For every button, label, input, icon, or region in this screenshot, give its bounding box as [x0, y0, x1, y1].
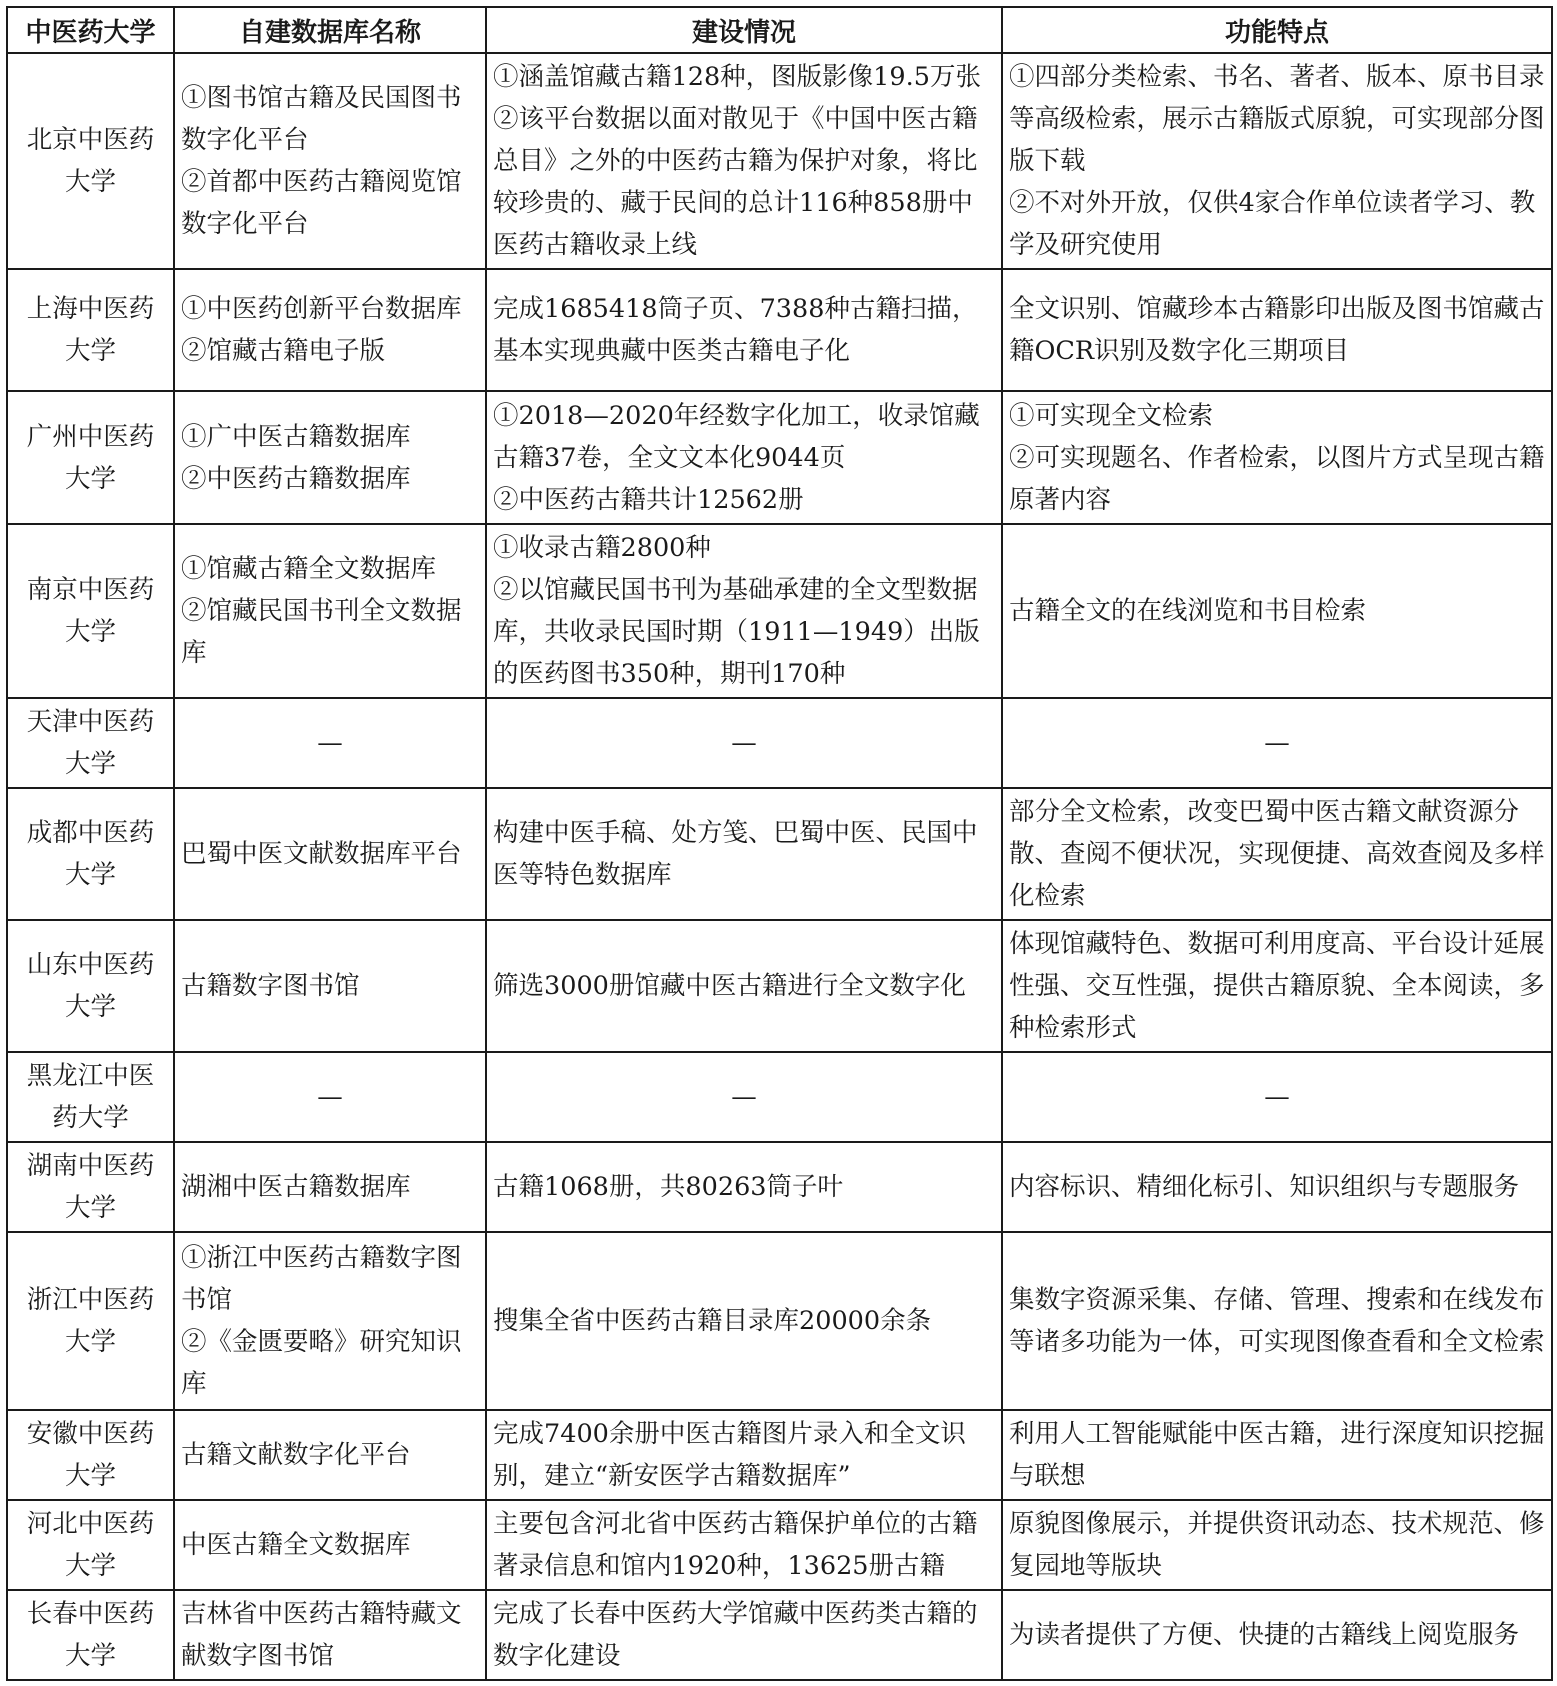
construction-cell — [486, 1052, 1002, 1142]
construction-line: ①收录古籍2800种 — [493, 533, 711, 563]
university-cell: 湖南中医药大学 — [7, 1142, 174, 1232]
database-name-line: 吉林省中医药古籍特藏文献数字图书馆 — [181, 1599, 462, 1671]
university-cell: 北京中医药大学 — [7, 53, 174, 269]
construction-line: 完成7400余册中医古籍图片录入和全文识别，建立“新安医学古籍数据库” — [493, 1419, 966, 1491]
table-row — [7, 1232, 1552, 1410]
table-row — [7, 53, 1552, 269]
university-cell: 山东中医药大学 — [7, 920, 174, 1052]
header-university: 中医药大学 — [7, 7, 174, 53]
database-name-cell — [174, 391, 486, 524]
features-line: 集数字资源采集、存储、管理、搜索和在线发布等诸多功能为一体，可实现图像查看和全文检索 — [1009, 1285, 1545, 1357]
construction-line: ①2018—2020年经数字化加工，收录馆藏古籍37卷，全文文本化9044页 — [493, 400, 980, 473]
table-row — [7, 788, 1552, 920]
construction-line: — — [731, 728, 757, 758]
features-line: ①四部分类检索、书名、著者、版本、原书目录等高级检索，展示古籍版式原貌，可实现部分图版下载 — [1009, 62, 1545, 176]
construction-line: 古籍1068册，共80263筒子叶 — [493, 1172, 844, 1202]
construction-line: 搜集全省中医药古籍目录库20000余条 — [493, 1306, 932, 1336]
database-name-line: 巴蜀中医文献数据库平台 — [181, 839, 462, 869]
database-name-line: ②首都中医药古籍阅览馆数字化平台 — [181, 167, 462, 239]
database-name-line: 古籍文献数字化平台 — [181, 1440, 411, 1470]
features-cell — [1002, 524, 1552, 698]
construction-cell — [486, 1590, 1002, 1680]
university-cell: 浙江中医药大学 — [7, 1232, 174, 1410]
construction-line: — — [731, 1082, 757, 1112]
features-cell — [1002, 1590, 1552, 1680]
features-cell — [1002, 1232, 1552, 1410]
database-name-cell — [174, 788, 486, 920]
features-cell — [1002, 698, 1552, 788]
university-cell: 长春中医药大学 — [7, 1590, 174, 1680]
database-name-cell — [174, 1500, 486, 1590]
construction-cell — [486, 698, 1002, 788]
construction-cell — [486, 1410, 1002, 1500]
features-cell — [1002, 920, 1552, 1052]
table-row — [7, 391, 1552, 524]
database-name-line: ①中医药创新平台数据库 — [181, 294, 462, 324]
university-cell: 广州中医药大学 — [7, 391, 174, 524]
features-line: ①可实现全文检索 — [1009, 400, 1214, 431]
construction-cell — [486, 788, 1002, 920]
construction-line: 主要包含河北省中医药古籍保护单位的古籍著录信息和馆内1920种，13625册古籍 — [493, 1509, 978, 1581]
features-line: 全文识别、馆藏珍本古籍影印出版及图书馆藏古籍OCR识别及数字化三期项目 — [1009, 294, 1545, 366]
construction-cell — [486, 53, 1002, 269]
database-name-cell — [174, 524, 486, 698]
university-cell: 南京中医药大学 — [7, 524, 174, 698]
features-line: 原貌图像展示，并提供资讯动态、技术规范、修复园地等版块 — [1009, 1509, 1545, 1581]
features-line: ②可实现题名、作者检索，以图片方式呈现古籍原著内容 — [1009, 442, 1545, 515]
table-row — [7, 1142, 1552, 1232]
database-name-cell — [174, 1410, 486, 1500]
construction-cell — [486, 524, 1002, 698]
construction-cell — [486, 920, 1002, 1052]
construction-cell — [486, 1500, 1002, 1590]
database-name-line: ②中医药古籍数据库 — [181, 463, 411, 494]
construction-line: 完成1685418筒子页、7388种古籍扫描，基本实现典藏中医类古籍电子化 — [493, 294, 978, 366]
construction-line: ①涵盖馆藏古籍128种，图版影像19.5万张 — [493, 62, 981, 92]
construction-cell — [486, 269, 1002, 391]
database-name-line: ②馆藏民国书刊全文数据库 — [181, 596, 462, 668]
features-line: — — [1264, 1082, 1290, 1112]
features-line: 部分全文检索，改变巴蜀中医古籍文献资源分散、查阅不便状况，实现便捷、高效查阅及多样化检索 — [1009, 797, 1545, 911]
database-name-cell — [174, 1232, 486, 1410]
table-row — [7, 698, 1552, 788]
database-name-line: — — [317, 728, 343, 758]
university-cell: 安徽中医药大学 — [7, 1410, 174, 1500]
table-row — [7, 1410, 1552, 1500]
table-row — [7, 269, 1552, 391]
database-name-line: — — [317, 1082, 343, 1112]
construction-line: ②以馆藏民国书刊为基础承建的全文型数据库，共收录民国时期（1911—1949）出版的医药图书350种，期刊170种 — [493, 575, 980, 689]
database-name-cell — [174, 1142, 486, 1232]
construction-line: ②该平台数据以面对散见于《中国中医古籍总目》之外的中医药古籍为保护对象，将比较珍贵的、藏于民间的总计116种858册中医药古籍收录上线 — [493, 104, 978, 260]
construction-cell — [486, 1232, 1002, 1410]
features-cell — [1002, 391, 1552, 524]
features-cell — [1002, 1410, 1552, 1500]
construction-cell — [486, 391, 1002, 524]
database-name-line: 湖湘中医古籍数据库 — [181, 1172, 411, 1202]
construction-line: 构建中医手稿、处方笺、巴蜀中医、民国中医等特色数据库 — [493, 818, 978, 890]
database-name-line: ①馆藏古籍全文数据库 — [181, 554, 437, 584]
features-line: — — [1264, 728, 1290, 758]
header-construction: 建设情况 — [486, 7, 1002, 53]
construction-cell — [486, 1142, 1002, 1232]
features-line: 内容标识、精细化标引、知识组织与专题服务 — [1009, 1172, 1520, 1202]
header-row — [7, 7, 1552, 53]
table-row — [7, 1590, 1552, 1680]
table-row — [7, 1052, 1552, 1142]
database-name-line: ①广中医古籍数据库 — [181, 421, 411, 452]
database-name-cell — [174, 269, 486, 391]
features-line: 古籍全文的在线浏览和书目检索 — [1009, 596, 1367, 626]
table-row — [7, 524, 1552, 698]
database-name-cell — [174, 53, 486, 269]
features-cell — [1002, 1052, 1552, 1142]
university-cell: 天津中医药大学 — [7, 698, 174, 788]
features-line: ②不对外开放，仅供4家合作单位读者学习、教学及研究使用 — [1009, 188, 1536, 260]
university-cell: 黑龙江中医药大学 — [7, 1052, 174, 1142]
database-name-line: ①图书馆古籍及民国图书数字化平台 — [181, 83, 462, 155]
header-database-name: 自建数据库名称 — [174, 7, 486, 53]
features-line: 体现馆藏特色、数据可利用度高、平台设计延展性强、交互性强，提供古籍原貌、全本阅读，多种检索形式 — [1009, 929, 1545, 1043]
university-cell: 河北中医药大学 — [7, 1500, 174, 1590]
table-row — [7, 1500, 1552, 1590]
database-name-line: ②《金匮要略》研究知识库 — [181, 1327, 462, 1399]
university-cell: 上海中医药大学 — [7, 269, 174, 391]
header-features: 功能特点 — [1002, 7, 1552, 53]
features-line: 为读者提供了方便、快捷的古籍线上阅览服务 — [1009, 1620, 1520, 1650]
database-name-line: ②馆藏古籍电子版 — [181, 336, 386, 366]
construction-line: 完成了长春中医药大学馆藏中医药类古籍的数字化建设 — [493, 1599, 978, 1671]
database-name-cell — [174, 698, 486, 788]
features-cell — [1002, 269, 1552, 391]
construction-line: ②中医药古籍共计12562册 — [493, 484, 804, 515]
university-database-table — [6, 6, 1553, 1681]
database-name-cell — [174, 1052, 486, 1142]
database-name-line: ①浙江中医药古籍数字图书馆 — [181, 1243, 462, 1315]
university-cell: 成都中医药大学 — [7, 788, 174, 920]
features-cell — [1002, 1142, 1552, 1232]
features-cell — [1002, 788, 1552, 920]
database-name-cell — [174, 920, 486, 1052]
features-line: 利用人工智能赋能中医古籍，进行深度知识挖掘与联想 — [1009, 1419, 1545, 1491]
features-cell — [1002, 1500, 1552, 1590]
database-name-cell — [174, 1590, 486, 1680]
table-row — [7, 920, 1552, 1052]
database-name-line: 古籍数字图书馆 — [181, 971, 360, 1001]
construction-line: 筛选3000册馆藏中医古籍进行全文数字化 — [493, 971, 966, 1001]
features-cell — [1002, 53, 1552, 269]
table-body — [7, 53, 1552, 1680]
database-name-line: 中医古籍全文数据库 — [181, 1530, 411, 1560]
